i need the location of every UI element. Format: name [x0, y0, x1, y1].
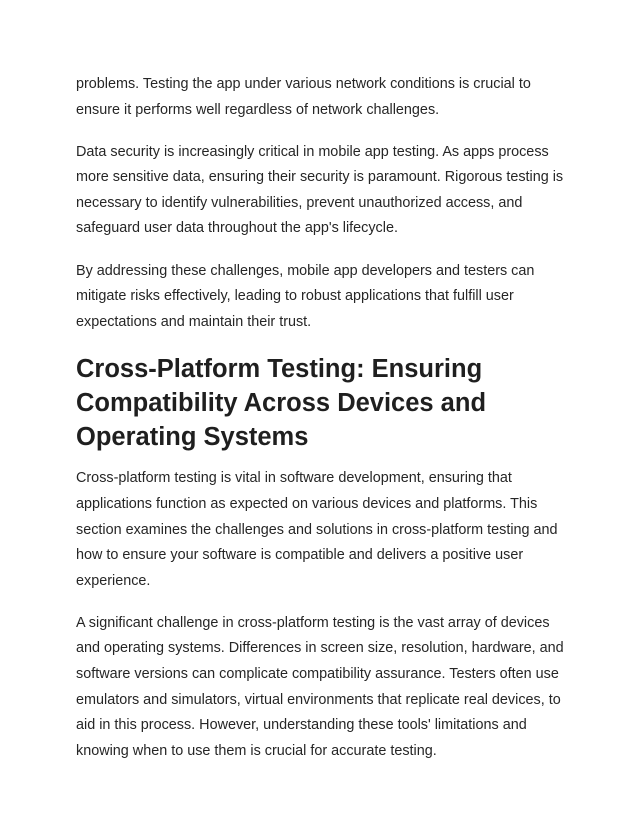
paragraph-data-security: Data security is increasingly critical in mobile app testing. As apps process more sensitive data, ensuring their security is paramount. Rigorous testing is necessary to identify vulnerabilities, prevent unauthorized access, and safeguard user data throughout the app's lifecycle.: [76, 143, 564, 237]
section-heading-cross-platform: Cross-Platform Testing: Ensuring Compatibility Across Devices and Operating Systems: [76, 355, 487, 452]
paragraph-network-conditions: problems. Testing the app under various network conditions is crucial to ensure it performs well regardless of network challenges.: [76, 76, 531, 118]
paragraph-addressing-challenges: By addressing these challenges, mobile app developers and testers can mitigate risks effectively, leading to robust applications that fulfill user expectations and maintain their trust.: [76, 262, 535, 330]
paragraph-cross-platform-intro: Cross-platform testing is vital in software development, ensuring that applications function as expected on various devices and platforms. This section examines the challenges and solutions in cross-platform testing and how to ensure your software is compatible and delivers a positive user experience.: [76, 470, 558, 589]
paragraph-devices-challenge: A significant challenge in cross-platform testing is the vast array of devices and operating systems. Differences in screen size, resolution, hardware, and software versions can complicate compatibility assurance. Testers often use emulators and simulators, virtual environments that replicate real devices, to aid in this process. However, understanding these tools' limitations and knowing when to use them is crucial for accurate testing.: [76, 614, 564, 759]
